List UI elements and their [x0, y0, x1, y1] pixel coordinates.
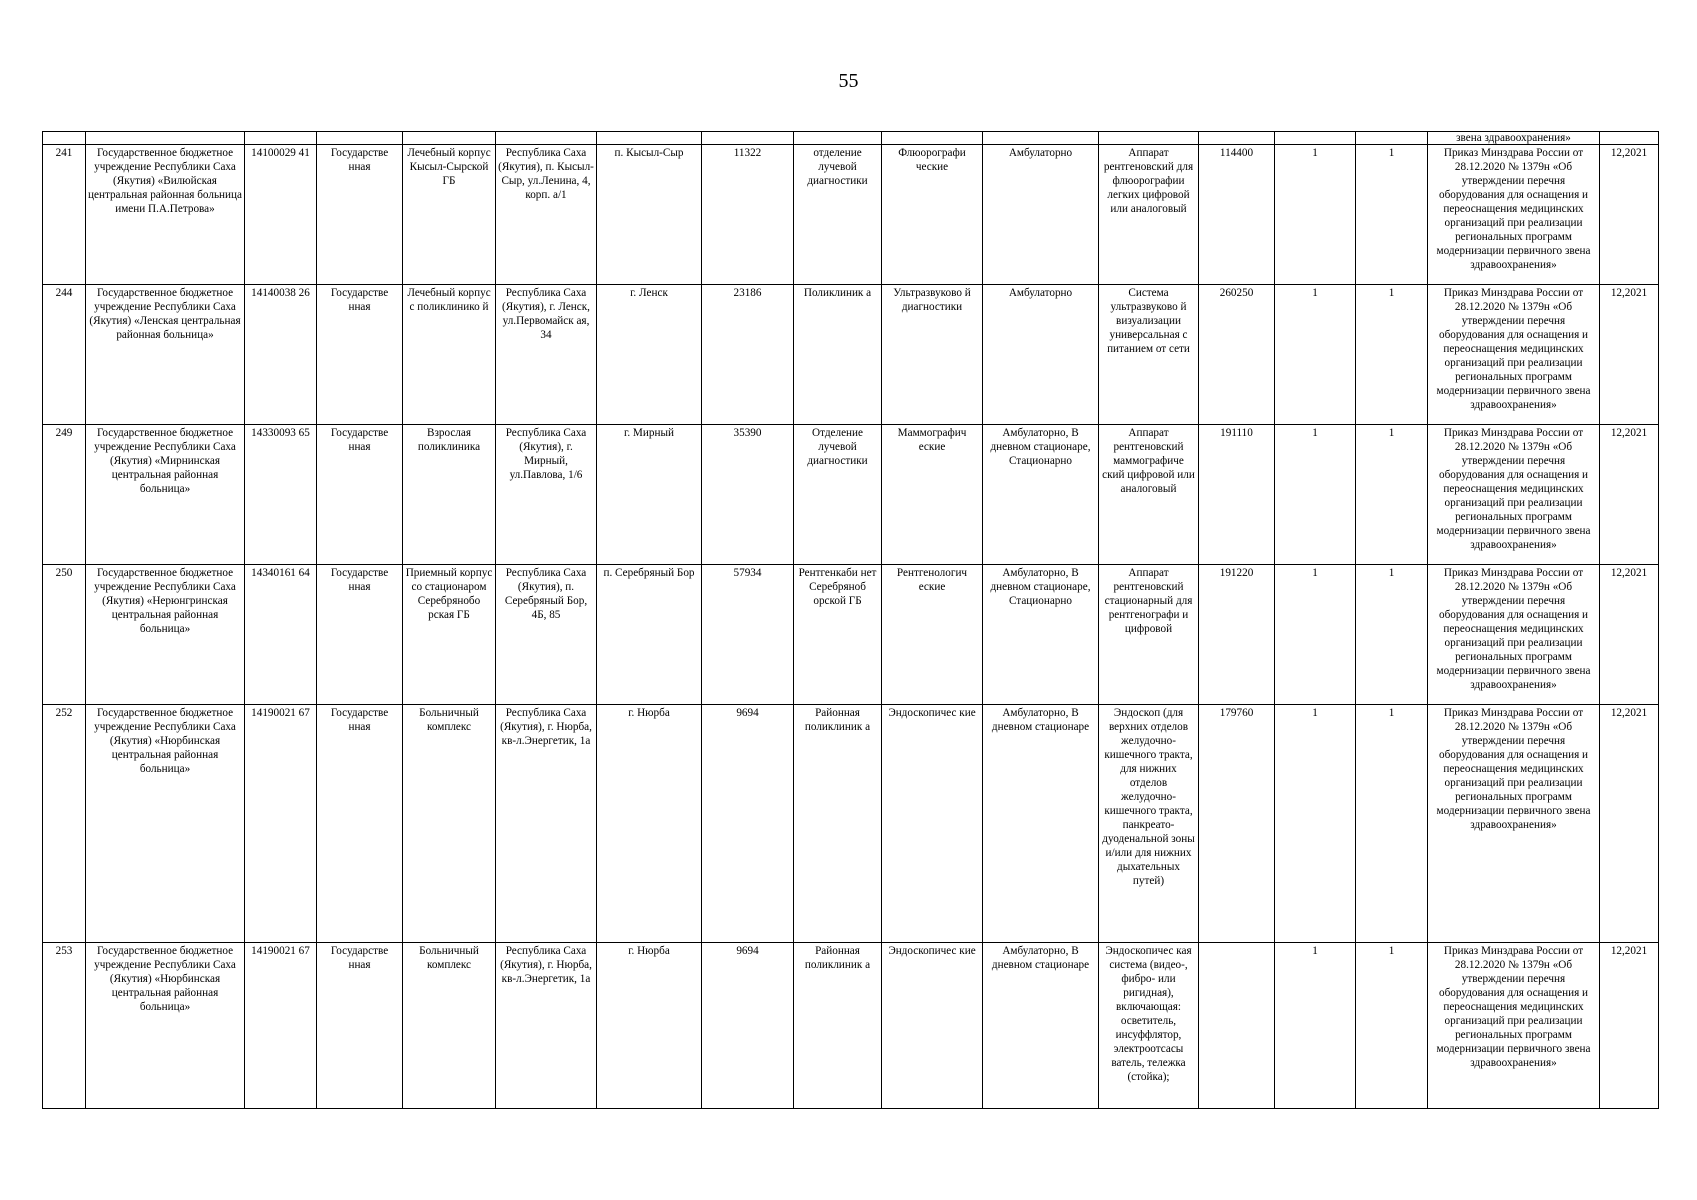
population-cell: 9694: [702, 943, 794, 1109]
price-cell: [1199, 943, 1275, 1109]
building-name-cell: Больничный комплекс: [403, 943, 496, 1109]
table-row: [43, 285, 1659, 425]
address-cell: Республика Саха (Якутия), п. Серебряный Бор, 4Б, 85: [496, 565, 597, 705]
organization-name-cell: Государственное бюджетное учреждение Республики Саха (Якутия) «Нюрбинская центральная районная больница»: [86, 943, 245, 1109]
building-name-cell: Взрослая поликлиника: [403, 425, 496, 565]
quantity-cell: 1: [1275, 285, 1356, 425]
legal-basis-cell: Приказ Минздрава России от 28.12.2020 № 1379н «Об утверждении перечня оборудования для оснащения и переоснащения медицинских организаций при реализации региональных программ модернизации первичного звена здравоохранения»: [1428, 285, 1600, 425]
quantity-cell: 1: [1275, 565, 1356, 705]
quantity-planned-cell: 1: [1356, 943, 1428, 1109]
population-cell: 35390: [702, 425, 794, 565]
locality-cell: г. Мирный: [597, 425, 702, 565]
ownership-form-cell: Государстве нная: [317, 425, 403, 565]
department-cell: Районная поликлиник а: [794, 705, 882, 943]
deadline-cell: 12,2021: [1600, 705, 1659, 943]
study-type-cell: Ультразвуково й диагностики: [882, 285, 983, 425]
deadline-cell: 12,2021: [1600, 943, 1659, 1109]
legal-basis-cell: Приказ Минздрава России от 28.12.2020 № 1379н «Об утверждении перечня оборудования для оснащения и переоснащения медицинских организаций при реализации региональных программ модернизации первичного звена здравоохранения»: [1428, 145, 1600, 285]
legal-basis-cell: Приказ Минздрава России от 28.12.2020 № 1379н «Об утверждении перечня оборудования для оснащения и переоснащения медицинских организаций при реализации региональных программ модернизации первичного звена здравоохранения»: [1428, 943, 1600, 1109]
equipment-name-cell: Аппарат рентгеновский для флюорографии легких цифровой или аналоговый: [1099, 145, 1199, 285]
locality-cell: г. Ленск: [597, 285, 702, 425]
table-row: [43, 705, 1659, 943]
care-mode-cell: Амбулаторно, В дневном стационаре: [983, 705, 1099, 943]
table-row: [43, 425, 1659, 565]
table-row: [43, 145, 1659, 285]
price-cell: 114400: [1199, 145, 1275, 285]
price-cell: 191220: [1199, 565, 1275, 705]
ownership-form-cell: Государстве нная: [317, 705, 403, 943]
legal-basis-cell: Приказ Минздрава России от 28.12.2020 № 1379н «Об утверждении перечня оборудования для оснащения и переоснащения медицинских организаций при реализации региональных программ модернизации первичного звена здравоохранения»: [1428, 425, 1600, 565]
building-name-cell: Лечебный корпус Кысыл-Сырской ГБ: [403, 145, 496, 285]
address-cell: Республика Саха (Якутия), г. Нюрба, кв-л.Энергетик, 1а: [496, 943, 597, 1109]
quantity-planned-cell: 1: [1356, 285, 1428, 425]
table-row: [43, 943, 1659, 1109]
org-code-cell: 14190021 67: [245, 943, 317, 1109]
legal-basis-cell: Приказ Минздрава России от 28.12.2020 № 1379н «Об утверждении перечня оборудования для оснащения и переоснащения медицинских организаций при реализации региональных программ модернизации первичного звена здравоохранения»: [1428, 565, 1600, 705]
address-cell: Республика Саха (Якутия), г. Мирный, ул.Павлова, 1/6: [496, 425, 597, 565]
quantity-cell: 1: [1275, 425, 1356, 565]
study-type-cell: Эндоскопичес кие: [882, 943, 983, 1109]
price-cell: 191110: [1199, 425, 1275, 565]
locality-cell: п. Кысыл-Сыр: [597, 145, 702, 285]
population-cell: 23186: [702, 285, 794, 425]
equipment-name-cell: Эндоскоп (для верхних отделов желудочно-кишечного тракта, для нижних отделов желудочно-кишечного тракта, панкреато-дуоденальной зоны и/или для нижних дыхательных путей): [1099, 705, 1199, 943]
org-code-cell: 14100029 41: [245, 145, 317, 285]
locality-cell: г. Нюрба: [597, 705, 702, 943]
deadline-cell: 12,2021: [1600, 285, 1659, 425]
row-number-cell: 244: [43, 285, 86, 425]
org-code-cell: 14340161 64: [245, 565, 317, 705]
building-name-cell: Приемный корпус со стационаром Серебрянобо рская ГБ: [403, 565, 496, 705]
row-number-cell: 249: [43, 425, 86, 565]
organization-name-cell: Государственное бюджетное учреждение Республики Саха (Якутия) «Ленская центральная районная больница»: [86, 285, 245, 425]
care-mode-cell: Амбулаторно: [983, 285, 1099, 425]
row-number-cell: 241: [43, 145, 86, 285]
care-mode-cell: Амбулаторно, В дневном стационаре, Стационарно: [983, 565, 1099, 705]
study-type-cell: Флюорографи ческие: [882, 145, 983, 285]
locality-cell: п. Серебряный Бор: [597, 565, 702, 705]
building-name-cell: Больничный комплекс: [403, 705, 496, 943]
department-cell: Районная поликлиник а: [794, 943, 882, 1109]
address-cell: Республика Саха (Якутия), г. Ленск, ул.Первомайск ая, 34: [496, 285, 597, 425]
care-mode-cell: Амбулаторно, В дневном стационаре: [983, 943, 1099, 1109]
address-cell: Республика Саха (Якутия), п. Кысыл-Сыр, ул.Ленина, 4, корп. а/1: [496, 145, 597, 285]
department-cell: Поликлиник а: [794, 285, 882, 425]
care-mode-cell: Амбулаторно, В дневном стационаре, Стационарно: [983, 425, 1099, 565]
org-code-cell: 14330093 65: [245, 425, 317, 565]
department-cell: Рентгенкаби нет Серебряноб орской ГБ: [794, 565, 882, 705]
row-number-cell: 252: [43, 705, 86, 943]
organization-name-cell: Государственное бюджетное учреждение Республики Саха (Якутия) «Нерюнгринская центральная районная больница»: [86, 565, 245, 705]
building-name-cell: Лечебный корпус с поликлинико й: [403, 285, 496, 425]
page-number: 55: [838, 70, 859, 92]
price-cell: 260250: [1199, 285, 1275, 425]
continuation-text: звена здравоохранения»: [1428, 132, 1600, 145]
price-cell: 179760: [1199, 705, 1275, 943]
ownership-form-cell: Государстве нная: [317, 943, 403, 1109]
equipment-table: [42, 131, 1659, 1109]
department-cell: Отделение лучевой диагностики: [794, 425, 882, 565]
equipment-name-cell: Аппарат рентгеновский маммографиче ский цифровой или аналоговый: [1099, 425, 1199, 565]
organization-name-cell: Государственное бюджетное учреждение Республики Саха (Якутия) «Мирнинская центральная районная больница»: [86, 425, 245, 565]
ownership-form-cell: Государстве нная: [317, 145, 403, 285]
quantity-planned-cell: 1: [1356, 425, 1428, 565]
quantity-cell: 1: [1275, 145, 1356, 285]
table-row: [43, 565, 1659, 705]
row-number-cell: 253: [43, 943, 86, 1109]
equipment-name-cell: Эндоскопичес кая система (видео-, фибро- или ригидная), включающая: осветитель, инсуффлятор, электроотсасы ватель, тележка (стойка);: [1099, 943, 1199, 1109]
population-cell: 9694: [702, 705, 794, 943]
study-type-cell: Рентгенологич еские: [882, 565, 983, 705]
legal-basis-cell: Приказ Минздрава России от 28.12.2020 № 1379н «Об утверждении перечня оборудования для оснащения и переоснащения медицинских организаций при реализации региональных программ модернизации первичного звена здравоохранения»: [1428, 705, 1600, 943]
equipment-name-cell: Аппарат рентгеновский стационарный для рентгенографи и цифровой: [1099, 565, 1199, 705]
organization-name-cell: Государственное бюджетное учреждение Республики Саха (Якутия) «Вилюйская центральная районная больница имени П.А.Петрова»: [86, 145, 245, 285]
row-number-cell: 250: [43, 565, 86, 705]
locality-cell: г. Нюрба: [597, 943, 702, 1109]
deadline-cell: 12,2021: [1600, 425, 1659, 565]
quantity-planned-cell: 1: [1356, 145, 1428, 285]
quantity-planned-cell: 1: [1356, 565, 1428, 705]
address-cell: Республика Саха (Якутия), г. Нюрба, кв-л.Энергетик, 1а: [496, 705, 597, 943]
quantity-cell: 1: [1275, 943, 1356, 1109]
quantity-cell: 1: [1275, 705, 1356, 943]
org-code-cell: 14140038 26: [245, 285, 317, 425]
quantity-planned-cell: 1: [1356, 705, 1428, 943]
population-cell: 11322: [702, 145, 794, 285]
study-type-cell: Эндоскопичес кие: [882, 705, 983, 943]
ownership-form-cell: Государстве нная: [317, 285, 403, 425]
continuation-row: [43, 132, 1659, 145]
organization-name-cell: Государственное бюджетное учреждение Республики Саха (Якутия) «Нюрбинская центральная районная больница»: [86, 705, 245, 943]
org-code-cell: 14190021 67: [245, 705, 317, 943]
care-mode-cell: Амбулаторно: [983, 145, 1099, 285]
deadline-cell: 12,2021: [1600, 145, 1659, 285]
deadline-cell: 12,2021: [1600, 565, 1659, 705]
study-type-cell: Маммографич еские: [882, 425, 983, 565]
department-cell: отделение лучевой диагностики: [794, 145, 882, 285]
population-cell: 57934: [702, 565, 794, 705]
equipment-name-cell: Система ультразвуково й визуализации универсальная с питанием от сети: [1099, 285, 1199, 425]
ownership-form-cell: Государстве нная: [317, 565, 403, 705]
